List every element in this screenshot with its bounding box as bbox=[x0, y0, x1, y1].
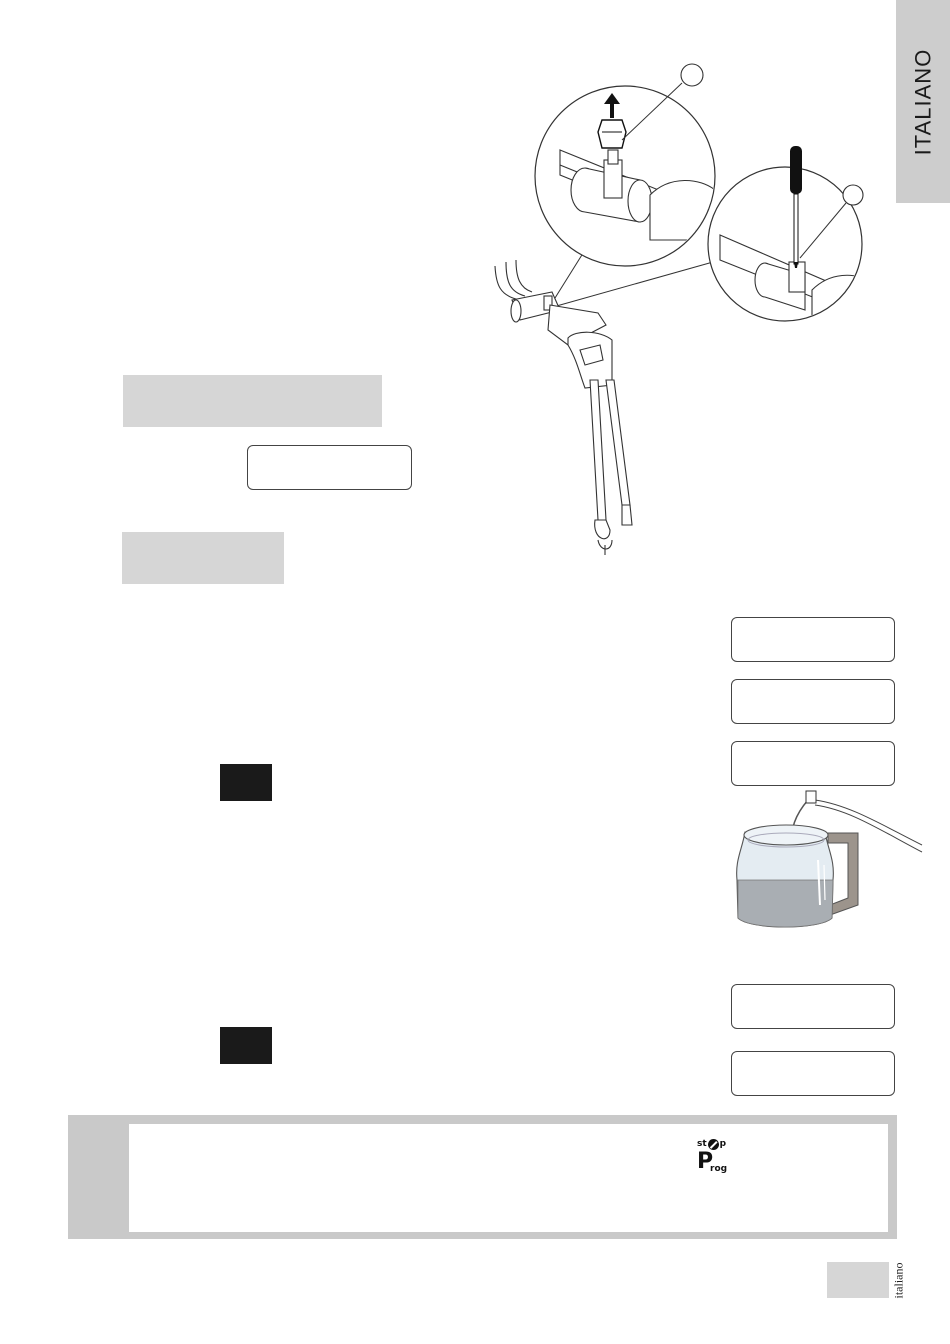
display-message-box-5 bbox=[731, 1051, 895, 1096]
note-panel bbox=[68, 1115, 897, 1239]
footer-language-label bbox=[889, 1255, 909, 1305]
page-number-box bbox=[827, 1262, 889, 1298]
detail-circle-screwdriver bbox=[708, 146, 870, 330]
button-marker-2 bbox=[220, 1027, 272, 1064]
detail-circle-nut bbox=[535, 64, 720, 266]
water-jug-illustration bbox=[720, 785, 930, 935]
display-message-box bbox=[247, 445, 412, 490]
prog-icon-letter: P bbox=[697, 1149, 714, 1174]
stop-icon-prefix: st bbox=[697, 1139, 707, 1149]
note-panel-content bbox=[129, 1124, 888, 1232]
button-marker-1 bbox=[220, 764, 272, 801]
stop-icon-suffix: p bbox=[719, 1139, 727, 1149]
prog-icon-suffix: rog bbox=[710, 1164, 728, 1174]
display-message-box-3 bbox=[731, 741, 895, 786]
section-heading-box bbox=[123, 375, 382, 427]
steam-wand-illustration bbox=[480, 55, 900, 570]
callout-2 bbox=[843, 185, 863, 205]
footer-language-text: italiano bbox=[891, 1262, 906, 1298]
display-message-box-2 bbox=[731, 679, 895, 724]
display-message-box-4 bbox=[731, 984, 895, 1029]
language-tab-label: ITALIANO bbox=[910, 48, 935, 155]
language-tab bbox=[896, 0, 950, 203]
prog-icon bbox=[697, 1149, 747, 1176]
callout-1 bbox=[681, 64, 703, 86]
subsection-heading-box bbox=[122, 532, 284, 584]
display-message-box-1 bbox=[731, 617, 895, 662]
